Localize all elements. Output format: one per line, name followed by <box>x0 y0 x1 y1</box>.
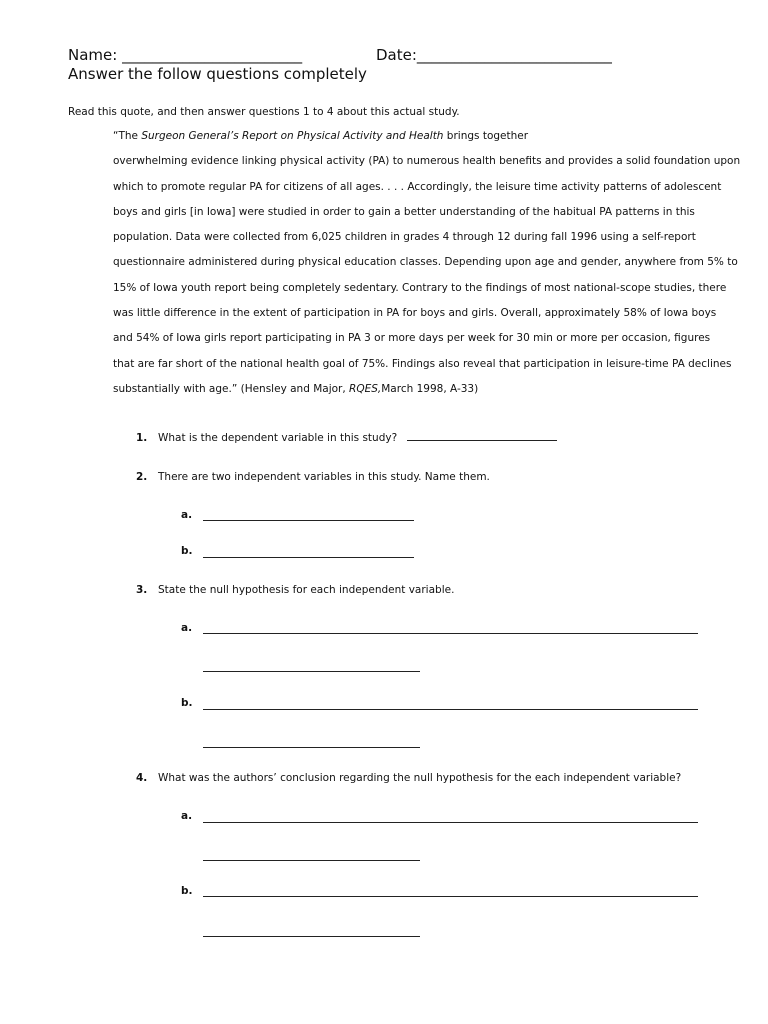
answer-line[interactable] <box>407 439 557 441</box>
intro-text: Read this quote, and then answer questions 1 to 4 about this actual study. <box>68 106 460 118</box>
answer-line[interactable] <box>203 633 698 634</box>
question-number: 2. <box>136 471 148 483</box>
quote-line: and 54% of Iowa girls report participating in PA 3 or more days per week for 30 min or more per occasion, figures <box>113 332 711 345</box>
sub-label-b: b. <box>181 885 193 897</box>
quote-line: questionnaire administered during physical education classes. Depending upon age and gender, anywhere from 5% to <box>113 256 738 269</box>
answer-line[interactable] <box>203 557 414 558</box>
question-text: State the null hypothesis for each independent variable. <box>158 584 455 596</box>
answer-line[interactable] <box>203 822 698 823</box>
answer-line[interactable] <box>203 747 420 748</box>
question-text: What was the authors’ conclusion regarding the null hypothesis for the each independent variable? <box>158 772 682 784</box>
quote-text: brings together <box>443 130 529 142</box>
quote-line: was little difference in the extent of participation in PA for boys and girls. Overall, approximately 58% of Iowa boys <box>113 307 717 320</box>
answer-line[interactable] <box>203 936 420 937</box>
answer-line[interactable] <box>203 896 698 897</box>
question-number: 3. <box>136 584 148 596</box>
answer-line[interactable] <box>203 709 698 710</box>
quote-line: population. Data were collected from 6,025 children in grades 4 through 12 during fall 1996 using a self-report <box>113 231 696 244</box>
instruction-heading: Answer the follow questions completely <box>68 65 367 83</box>
quote-line: overwhelming evidence linking physical activity (PA) to numerous health benefits and provides a solid foundation upon <box>113 155 741 168</box>
question-2 <box>136 471 490 483</box>
quote-line <box>113 377 713 402</box>
quote-line: that are far short of the national health goal of 75%. Findings also reveal that participation in leisure-time PA declines <box>113 357 732 370</box>
quote-text: substantially with age.” (Hensley and Major, <box>113 382 350 395</box>
report-title: Surgeon General’s Report on Physical Activity and Health <box>141 130 444 142</box>
quote-line: which to promote regular PA for citizens of all ages. . . . Accordingly, the leisure time activity patterns of adolescent <box>113 180 722 193</box>
sub-label-b: b. <box>181 545 193 557</box>
quote-text: March 1998, A-33) <box>381 382 479 395</box>
quote-line: boys and girls [in Iowa] were studied in order to gain a better understanding of the habitual PA patterns in this <box>113 205 695 218</box>
answer-line[interactable] <box>203 520 414 521</box>
question-text: What is the dependent variable in this study? <box>158 432 398 444</box>
sub-label-a: a. <box>181 509 193 521</box>
journal-name: RQES, <box>349 382 382 395</box>
date-field[interactable]: Date:__________________________ <box>376 46 612 64</box>
name-field[interactable]: Name: ________________________ <box>68 46 303 64</box>
question-text: There are two independent variables in this study. Name them. <box>158 471 490 483</box>
question-1 <box>136 432 557 444</box>
sub-label-b: b. <box>181 697 193 709</box>
answer-line[interactable] <box>203 860 420 861</box>
quote-line: 15% of Iowa youth report being completely sedentary. Contrary to the findings of most national-scope studies, there <box>113 281 727 294</box>
question-4 <box>136 772 681 784</box>
sub-label-a: a. <box>181 622 193 634</box>
study-quote <box>113 124 741 402</box>
answer-line[interactable] <box>203 671 420 672</box>
sub-label-a: a. <box>181 810 193 822</box>
quote-line <box>113 124 713 149</box>
question-3 <box>136 584 454 596</box>
quote-text: “The <box>113 130 142 142</box>
question-number: 4. <box>136 772 148 784</box>
question-number: 1. <box>136 432 148 444</box>
